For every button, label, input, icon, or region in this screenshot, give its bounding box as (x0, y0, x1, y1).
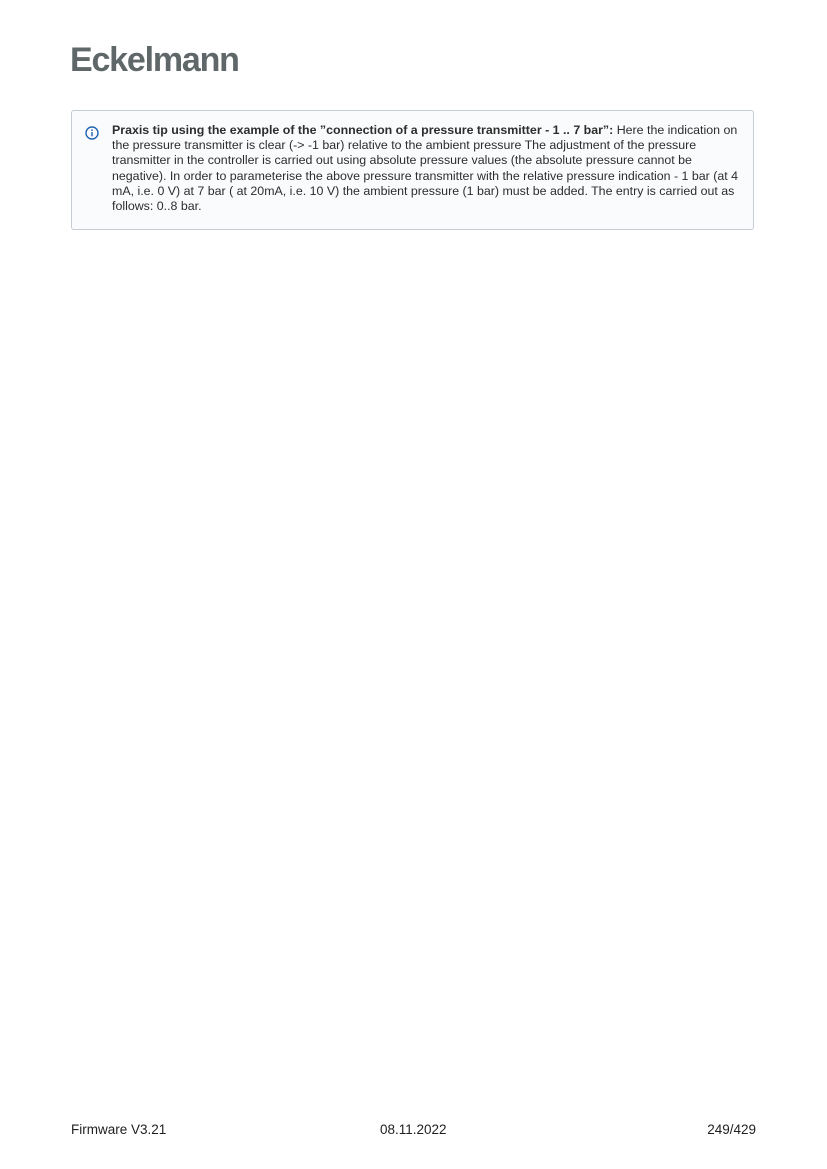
info-lead: Praxis tip using the example of the ”connection of a pressure transmitter - 1 .. 7 bar”: (112, 123, 614, 137)
info-body: Here the indication on the pressure transmitter is clear (-> -1 bar) relative to the ambient pressure The adjustment of the pressure transmitter in the controller is carried out using absolute pressure values (the absolute pressure cannot be negative). In order to parameterise the above pressure transmitter with the relative pressure indication - 1 bar (at 4 mA, i.e. 0 V) at 7 bar ( at 20mA, i.e. 10 V) the ambient pressure (1 bar) must be added. The entry is carried out as follows: 0..8 bar. (112, 123, 739, 214)
footer-firmware: Firmware V3.21 (71, 1122, 167, 1137)
info-panel (71, 110, 754, 230)
info-icon (85, 126, 99, 140)
company-logo: Eckelmann (70, 41, 239, 79)
footer-page-number: 249/429 (707, 1122, 756, 1137)
info-text (112, 123, 742, 214)
footer-date: 08.11.2022 (380, 1122, 447, 1137)
